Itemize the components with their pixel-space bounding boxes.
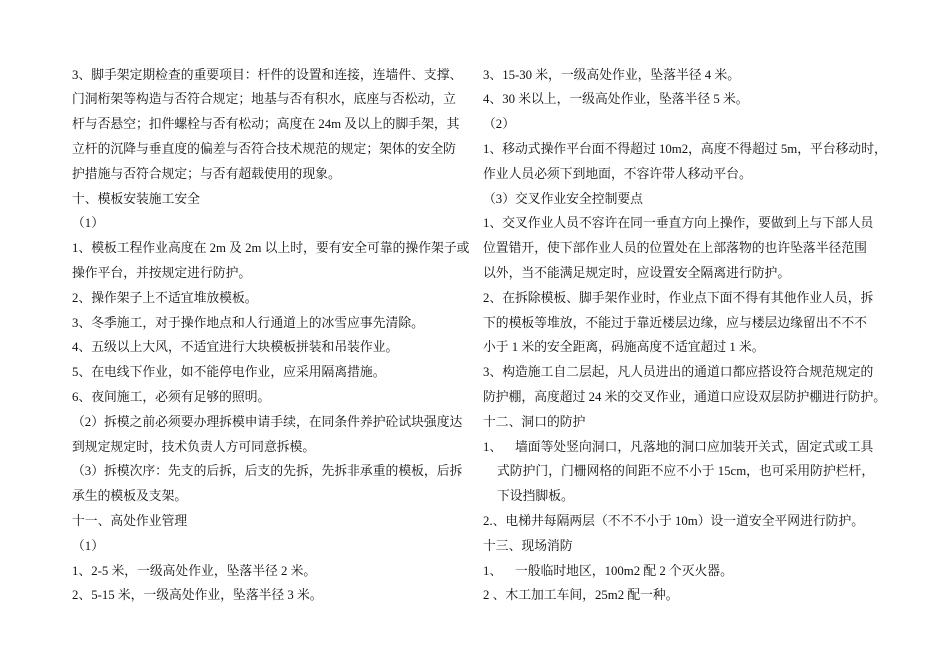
- section-10-part-1-label: （1）: [72, 216, 104, 231]
- section-10-part-2: [72, 410, 472, 460]
- section-10-part-3: [72, 459, 472, 509]
- scaffold-inspection-item-3: [72, 63, 472, 187]
- text-line: （3）拆模次序：先支的后拆，后支的先拆，先拆非承重的模板，后拆: [72, 464, 463, 479]
- right-column: [483, 63, 923, 609]
- text-line: 护措施与否符合规定；与否有超载使用的现象。: [72, 166, 341, 181]
- section-12-list: [483, 435, 923, 534]
- text-line: 式防护门，门栅网格的间距不应不小于 15cm，也可采用防护栏杆，: [497, 464, 875, 479]
- section-11-part-1-list: [72, 559, 472, 609]
- section-11-part-3-heading: （3）交叉作业安全控制要点: [483, 191, 643, 206]
- text-line: 下设挡脚板。: [497, 489, 574, 504]
- list-item: 2、操作架子上不适宜堆放模板。: [72, 290, 258, 305]
- list-item: 2、5-15 米，一级高处作业，坠落半径 3 米。: [72, 588, 323, 603]
- text-line: 位置错开，使下部作业人员的位置处在上部落物的也许坠落半径范围: [483, 241, 867, 256]
- section-11-part-2-label: （2）: [483, 117, 515, 132]
- section-10-heading: 十、模板安装施工安全: [72, 191, 200, 206]
- text-line: 1、移动式操作平台面不得超过 10m2，高度不得超过 5m，平台移动时，: [483, 141, 887, 156]
- section-10-part-1-list: [72, 236, 472, 410]
- text-line: 防护棚，高度超过 24 米的交叉作业，通道口应设双层防护棚进行防护。: [483, 389, 887, 404]
- text-line: 2、在拆除模板、脚手架作业时，作业点下面不得有其他作业人员，拆: [483, 290, 874, 305]
- text-line: 1、交叉作业人员不容许在同一垂直方向上操作，要做到上与下部人员: [483, 216, 874, 231]
- list-item: 3、冬季施工，对于操作地点和人行通道上的冰雪应事先清除。: [72, 315, 424, 330]
- list-item: 3、15-30 米，一级高处作业，坠落半径 4 米。: [483, 67, 740, 82]
- section-13-list: [483, 559, 923, 609]
- text-line: 以外，当不能满足规定时，应设置安全隔离进行防护。: [483, 265, 791, 280]
- list-item: 5、在电线下作业，如不能停电作业，应采用隔离措施。: [72, 365, 386, 380]
- list-item: 6、夜间施工，必须有足够的照明。: [72, 389, 271, 404]
- list-item: 2 、木工加工车间，25m2 配一种。: [483, 588, 679, 603]
- section-11-part-1-list-continued: [483, 63, 923, 113]
- text-line: 承生的模板及支架。: [72, 489, 188, 504]
- text-line: 立杆的沉降与垂直度的偏差与否符合技术规范的规定；架体的安全防: [72, 141, 456, 156]
- text-line: 杆与否悬空；扣件螺栓与否有松动；高度在 24m 及以上的脚手架，其: [72, 117, 460, 132]
- text-line: 门洞桁架等构造与否符合规定；地基与否有积水，底座与否松动，立: [72, 92, 456, 107]
- list-item: 1、 一般临时地区，100m2 配 2 个灭火器。: [483, 563, 733, 578]
- list-item: 1、2-5 米，一级高处作业，坠落半径 2 米。: [72, 563, 317, 578]
- text-line: 下的模板等堆放，不能过于靠近楼层边缘，应与楼层边缘留出不不不: [483, 315, 867, 330]
- text-line: 3、脚手架定期检查的重要项目：杆件的设置和连接，连墙件、支撑、: [72, 67, 463, 82]
- list-item: 4、30 米以上，一级高处作业，坠落半径 5 米。: [483, 92, 749, 107]
- section-12-heading: 十二、洞口的防护: [483, 414, 586, 429]
- list-item: 4、五级以上大风，不适宜进行大块模板拼装和吊装作业。: [72, 340, 399, 355]
- list-item: [483, 360, 923, 410]
- text-line: （2）拆模之前必须要办理拆模申请手续，在同条件养护砼试块强度达: [72, 414, 463, 429]
- text-line: 操作平台，并按规定进行防护。: [72, 265, 252, 280]
- section-11-part-3-list: [483, 211, 923, 409]
- section-11-part-1-label: （1）: [72, 538, 104, 553]
- text-line: 作业人员必须下到地面，不容许带人移动平台。: [483, 166, 752, 181]
- text-line: 3、构造施工自二层起，凡人员进出的通道口都应搭设符合规范规定的: [483, 365, 874, 380]
- section-11-heading: 十一、高处作业管理: [72, 513, 188, 528]
- list-item: 2.、电梯井每隔两层（不不不小于 10m）设一道安全平网进行防护。: [483, 513, 865, 528]
- text-line: 1、 墙面等处竖向洞口，凡落地的洞口应加装开关式，固定式或工具: [483, 439, 874, 454]
- text-line: 小于 1 米的安全距离，码施高度不适宜超过 1 米。: [483, 340, 765, 355]
- text-line: 到规定规定时，技术负责人方可同意拆模。: [72, 439, 316, 454]
- left-column: [72, 63, 472, 609]
- list-item: [483, 211, 923, 285]
- section-11-part-2-item-1: [483, 137, 923, 187]
- list-item: [72, 236, 472, 286]
- list-item: [483, 286, 923, 360]
- list-item: [483, 435, 923, 509]
- text-line: 1、模板工程作业高度在 2m 及 2m 以上时，要有安全可靠的操作架子或: [72, 241, 470, 256]
- section-13-heading: 十三、现场消防: [483, 538, 573, 553]
